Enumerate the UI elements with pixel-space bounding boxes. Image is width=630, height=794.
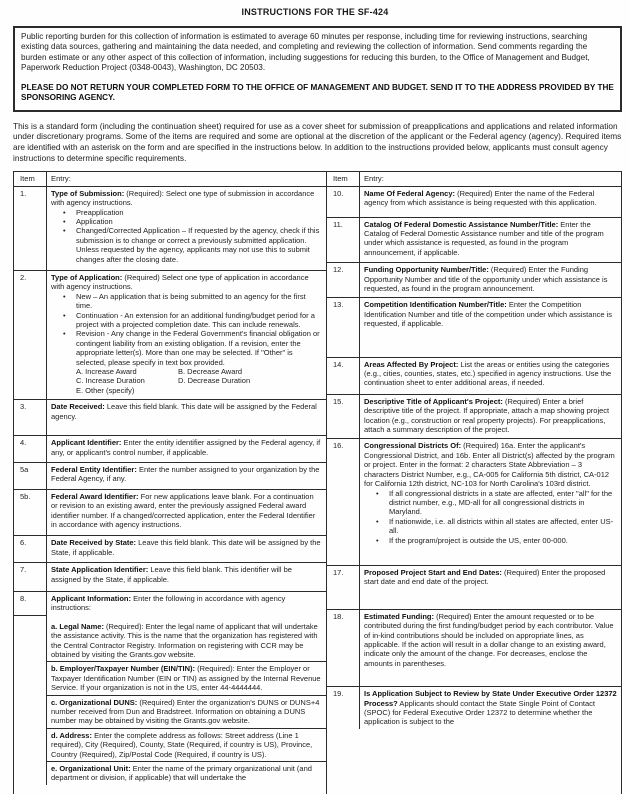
instruction-lead: d. Address:: [51, 730, 92, 740]
entry-cell: [47, 271, 326, 399]
instruction-row-18: [327, 609, 621, 686]
bullet-marker: •: [63, 216, 66, 226]
entry-cell: [47, 436, 326, 462]
entry-section: [47, 271, 326, 397]
item-number: 8.: [14, 592, 46, 616]
instruction-row-13: [327, 297, 621, 356]
entry-cell: [360, 687, 621, 729]
item-number-cell: 5b.: [14, 490, 47, 536]
instruction-row-3: [14, 399, 326, 435]
entry-section: [47, 536, 326, 559]
item-number-cell: 12.: [327, 263, 360, 297]
bullet-marker: •: [375, 535, 379, 545]
bullet-marker: •: [63, 207, 66, 217]
instruction-lead: Is Application Subject to Review by State Under Executive Order 12372 Process?: [363, 689, 617, 708]
entry-section: [47, 761, 326, 785]
instruction-lead: b. Employer/Taxpayer Number (EIN/TIN):: [51, 664, 196, 674]
bullet-text: Revision - Any change in the Federal Government's financial obligation or contingent liability from an existing obligation. If a revision, enter the appropriate letter(s). More than one may be selected. If "Other" is selected, please specify in text box provided.: [76, 329, 320, 367]
entry-section: [47, 695, 326, 728]
item-number-cell: [14, 592, 47, 785]
entry-cell: [360, 263, 621, 297]
entry-section: [47, 728, 326, 761]
item-number-cell: 10.: [327, 187, 360, 217]
entry-section: [360, 395, 621, 437]
instruction-row-17: [327, 565, 621, 609]
instruction-lead: Federal Award Identifier:: [51, 491, 139, 501]
instruction-lead: Type of Application:: [51, 273, 123, 282]
instruction-text: Type of Application: (Required) Select one type of application in accordance with agency instructions.: [51, 273, 309, 292]
instruction-text: Competition Identification Number/Title: Enter the Competition Identification Number and title of the competition under which assistance is requested, if applicable.: [363, 300, 613, 329]
header-item-label: Item: [14, 172, 47, 186]
instruction-lead: Competition Identification Number/Title:: [363, 300, 507, 310]
instruction-lead: c. Organizational DUNS:: [51, 697, 138, 707]
entry-cell: [47, 490, 326, 536]
intro-paragraph: This is a standard form (including the continuation sheet) required for use as a cover sheet for submission of preapplications and applications and related information under discretionary programs. Some of the items are required and some are optional at the discretion of the applicant or the Federal agency (agency). Required items are identified with an asterisk on the form and are specified in the instructions below. In addition to the instructions provided below, applicants must consult agency instructions to determine specific requirements.: [13, 120, 622, 163]
bullet-text: Application: [76, 216, 113, 226]
entry-cell: [47, 187, 326, 270]
instruction-row-5a: [14, 462, 326, 489]
instruction-lead: Descriptive Title of Applicant's Project:: [363, 396, 503, 406]
option-letter-left: A. Increase Award: [76, 367, 137, 377]
bullet-marker: •: [63, 291, 66, 301]
option-letter-line: [76, 386, 322, 395]
instruction-lead: Proposed Project Start and End Dates:: [363, 567, 502, 577]
bullet-item: [51, 292, 322, 311]
instruction-text: Date Received: Leave this field blank. This date will be assigned by the Federal agency.: [51, 402, 317, 421]
instruction-lead: State Application Identifier:: [51, 565, 149, 575]
instructions-column-right: [326, 172, 621, 794]
instruction-lead: Areas Affected By Project:: [363, 359, 459, 369]
bullet-text: If nationwide, i.e. all districts within all states are affected, enter US-all.: [388, 516, 614, 536]
item-number-cell: 5a: [14, 463, 47, 489]
instruction-row-5b: [14, 489, 326, 536]
instruction-lead: Date Received by State:: [51, 538, 137, 548]
entry-section: [360, 439, 621, 546]
entry-section: [360, 566, 621, 589]
entry-section: [47, 592, 326, 661]
item-number-cell: 2.: [14, 271, 47, 399]
entry-section: [360, 610, 621, 670]
instruction-lead: Applicant Identifier:: [51, 438, 122, 448]
instructions-table: [13, 171, 622, 794]
entry-cell: [47, 536, 326, 562]
instruction-text: Congressional Districts Of: (Required) 16a. Enter the applicant's Congressional District, and 16b. Enter all District(s) affected by the program or project. Enter in the format: 2 characters State Abbreviation – 3 characters District Number, e.g., CA-005 for California 5th district, CA-012 for California 12th district, NC-103 for North Carolina's 103rd district.: [363, 441, 615, 489]
bullet-text: Preapplication: [76, 207, 124, 217]
bullet-item: [51, 217, 322, 226]
entry-cell: [360, 358, 621, 394]
item-number-cell: 18.: [327, 610, 360, 686]
bullet-list: [51, 292, 322, 367]
instruction-row-8: [14, 591, 326, 785]
instruction-text: Areas Affected By Project: List the areas or entities using the categories (e.g., cities, counties, states, etc.) specified in agency instructions. Use the continuation sheet to enter additional areas, if needed.: [363, 359, 612, 388]
item-number-cell: 4.: [14, 436, 47, 462]
instruction-text: Applicant Identifier: Enter the entity identifier assigned by the Federal agency, if any, or applicant's control number, if applicable.: [51, 438, 321, 457]
burden-statement-box: [13, 26, 622, 112]
option-letter-left: E. Other (specify): [76, 385, 135, 395]
instruction-row-12: [327, 262, 621, 297]
item-number-cell: 7.: [14, 563, 47, 591]
bullet-item: [51, 226, 322, 264]
paragraph-spacer: [51, 613, 322, 622]
entry-cell: [360, 298, 621, 356]
instruction-row-16: [327, 438, 621, 564]
page-title: INSTRUCTIONS FOR THE SF-424: [241, 7, 389, 17]
bullet-item: [51, 311, 322, 330]
instruction-text: Proposed Project Start and End Dates: (Required) Enter the proposed start date and end date of the project.: [363, 567, 606, 587]
header-entry-label: Entry:: [363, 174, 384, 184]
entry-section: [47, 187, 326, 266]
item-number-cell: 11.: [327, 218, 360, 263]
entry-section: [360, 263, 621, 295]
table-header-right: [327, 172, 621, 186]
instruction-row-15: [327, 394, 621, 439]
header-item-label: Item: [327, 172, 360, 186]
instruction-text: Type of Submission: (Required): Select one type of submission in accordance with agency instructions.: [51, 188, 315, 208]
instruction-text: State Application Identifier: Leave this field blank. This identifier will be assigned by the State, if applicable.: [51, 565, 292, 584]
item-number-cell: 13.: [327, 298, 360, 356]
instruction-row-2: [14, 270, 326, 399]
table-header-left: [14, 172, 326, 186]
item-number-cell: 14.: [327, 358, 360, 394]
header-entry-label: Entry:: [51, 174, 71, 184]
instruction-text: e. Organizational Unit: Enter the name of the primary organizational unit (and department or division, if applicable) that will undertake the: [51, 764, 312, 783]
bullet-text: If the program/project is outside the US, enter 00-000.: [388, 535, 568, 545]
instruction-row-6: [14, 535, 326, 562]
instruction-text: Name Of Federal Agency: (Required) Enter the name of the Federal agency from which assistance is being requested with this application.: [363, 188, 597, 208]
instruction-lead: a. Legal Name:: [51, 621, 104, 631]
instruction-row-4: [14, 435, 326, 462]
instruction-text: Funding Opportunity Number/Title: (Required) Enter the Funding Opportunity Number and title of the opportunity under which assistance is requested, as found in the program announcement.: [363, 265, 608, 293]
instruction-row-10: [327, 186, 621, 217]
bullet-item: [51, 208, 322, 217]
bullet-text: New – An application that is being submitted to an agency for the first time.: [76, 291, 306, 311]
bullet-marker: •: [63, 329, 66, 339]
entry-section: [360, 687, 621, 729]
item-number-cell: 19.: [327, 687, 360, 729]
instruction-text: Federal Award Identifier: For new applications leave blank. For a continuation or revision to an existing award, enter the previously assigned Federal award identifier number. If a changed/corrected application, enter the Federal Identifier in accordance with agency instructions.: [51, 491, 316, 529]
instruction-text: Date Received by State: Leave this field blank. This date will be assigned by the State, if applicable.: [51, 538, 321, 557]
item-number-cell: 17.: [327, 566, 360, 609]
entry-section: [47, 661, 326, 694]
instruction-lead: Date Received:: [51, 402, 105, 412]
bullet-item: [51, 329, 322, 367]
entry-cell: [47, 400, 326, 435]
option-letter-right: B. Decrease Award: [178, 367, 243, 377]
instruction-text: Is Application Subject to Review by State Under Executive Order 12372 Process? Applicants should contact the State Single Point of Contact (SPOC) for Federal Executive Order 12372 to determine whether the application is subject to the: [363, 689, 617, 727]
entry-section: [47, 436, 326, 459]
entry-cell: [360, 566, 621, 609]
bullet-list: [51, 208, 322, 264]
instruction-row-19: [327, 686, 621, 729]
entry-cell: [47, 463, 326, 489]
entry-cell: [360, 439, 621, 564]
entry-section: [47, 490, 326, 532]
instruction-lead: Federal Entity Identifier:: [51, 464, 137, 474]
instruction-row-7: [14, 562, 326, 591]
do-not-return-warning: PLEASE DO NOT RETURN YOUR COMPLETED FORM TO THE OFFICE OF MANAGEMENT AND BUDGET. SEND IT TO THE ADDRESS PROVIDED BY THE SPONSORING AGENCY.: [21, 83, 614, 103]
item-number-cell: 15.: [327, 395, 360, 439]
option-letter-right: D. Decrease Duration: [178, 376, 251, 386]
instruction-text: d. Address: Enter the complete address as follows: Street address (Line 1 required), City (Required), County, State (Required, if country is US), Province, Country (Required), Zip/Postal Code (Required, if country is US).: [51, 730, 313, 759]
instruction-text: Catalog Of Federal Domestic Assistance Number/Title: Enter the Catalog of Federal Domestic Assistance number and title of the program under which assistance is requested, as found in the program announcement, if applicable.: [363, 219, 604, 257]
instruction-lead: Congressional Districts Of:: [363, 441, 462, 451]
instruction-lead: Type of Submission:: [51, 188, 125, 198]
entry-section: [47, 463, 326, 486]
bullet-text: Changed/Corrected Application – If requested by the agency, check if this submission is to change or correct a previously submitted application. Unless requested by the agency, applicants may not use this to submit changes after the closing date.: [76, 226, 320, 264]
instruction-text: Applicant Information: Enter the following in accordance with agency instructions:: [51, 593, 286, 613]
entry-cell: [360, 395, 621, 439]
bullet-marker: •: [63, 310, 66, 320]
entry-cell: [360, 187, 621, 217]
item-number-cell: 1.: [14, 187, 47, 270]
bullet-item: [364, 517, 617, 536]
entry-cell: [47, 563, 326, 591]
entry-cell: [360, 610, 621, 686]
instruction-text: b. Employer/Taxpayer Number (EIN/TIN): (Required): Enter the Employer or Taxpayer Identification Number (EIN or TIN) as assigned by the Internal Revenue Service. If your organization is not in the US, enter 44-4444444.: [51, 664, 321, 693]
instruction-lead: Name Of Federal Agency:: [363, 188, 455, 198]
bullet-marker: •: [375, 488, 379, 498]
instruction-row-14: [327, 357, 621, 394]
entry-cell: [47, 592, 326, 785]
instruction-lead: Funding Opportunity Number/Title:: [363, 265, 489, 275]
entry-section: [47, 400, 326, 423]
bullet-list: [364, 489, 617, 545]
bullet-text: Continuation - An extension for an additional funding/budget period for a project with a projected completion date. This can include renewals.: [76, 310, 315, 330]
instruction-lead: Catalog Of Federal Domestic Assistance Number/Title:: [363, 219, 559, 229]
entry-section: [360, 358, 621, 390]
option-letter-list: [51, 367, 322, 395]
instruction-row-11: [327, 217, 621, 263]
bullet-item: [364, 489, 617, 517]
item-number-cell: 16.: [327, 439, 360, 564]
instructions-column-left: [14, 172, 326, 794]
burden-statement-text: Public reporting burden for this collection of information is estimated to average 60 minutes per response, including time for reviewing instructions, searching existing data sources, gathering and maintaining the data needed, and completing and reviewing the collection of information. Send comments regarding the burden estimate or any other aspect of this collection of information, including suggestions for reducing this burden, to the Office of Management and Budget, Paperwork Reduction Project (0348-0043), Washington, DC 20503.: [21, 32, 590, 72]
entry-section: [360, 187, 621, 210]
instruction-row-1: [14, 186, 326, 270]
instruction-lead: e. Organizational Unit:: [51, 764, 131, 774]
entry-section: [360, 218, 621, 260]
entry-section: [47, 563, 326, 586]
entry-section: [360, 298, 621, 330]
bullet-item: [364, 536, 617, 545]
bullet-text: If all congressional districts in a state are affected, enter "all" for the district number, e.g., MD-all for all congressional districts in Maryland.: [388, 488, 613, 517]
instruction-lead: Applicant Information:: [51, 593, 131, 603]
option-letter-left: C. Increase Duration: [76, 376, 145, 386]
option-letter-line: [76, 376, 322, 385]
instruction-lead: Estimated Funding:: [363, 611, 434, 621]
instruction-text: Descriptive Title of Applicant's Project: (Required) Enter a brief descriptive title of the project. If appropriate, attach a map showing project location (e.g., construction or real property projects). For preapplications, attach a summary description of the project.: [363, 396, 610, 435]
instruction-text: c. Organizational DUNS: (Required) Enter the organization's DUNS or DUNS+4 number received from Dun and Bradstreet. Information on obtaining a DUNS number may be obtained by visiting the Grants.gov website.: [51, 697, 320, 726]
instruction-text: a. Legal Name: (Required): Enter the legal name of applicant that will undertake the assistance activity. This is the name that the organization has registered with the Central Contractor Registry. Information on registering with CCR may be obtained by visiting the Grants.gov website.: [51, 621, 318, 659]
option-letter-line: [76, 367, 322, 376]
entry-cell: [360, 218, 621, 263]
instruction-text: Federal Entity Identifier: Enter the number assigned to your organization by the Federal Agency, if any.: [51, 464, 320, 484]
item-number-cell: 6.: [14, 536, 47, 562]
instruction-text: Estimated Funding: (Required) Enter the amount requested or to be contributed during the first funding/budget period by each contributor. Value of in-kind contributions should be included on appropriate lines, as applicable. If the action will result in a dollar change to an existing award, indicate only the amount of the change. For decreases, enclose the amounts in parentheses.: [363, 611, 614, 668]
option-letter-right: [178, 386, 322, 395]
item-number-cell: 3.: [14, 400, 47, 435]
bullet-marker: •: [375, 516, 379, 526]
bullet-marker: •: [63, 226, 66, 236]
